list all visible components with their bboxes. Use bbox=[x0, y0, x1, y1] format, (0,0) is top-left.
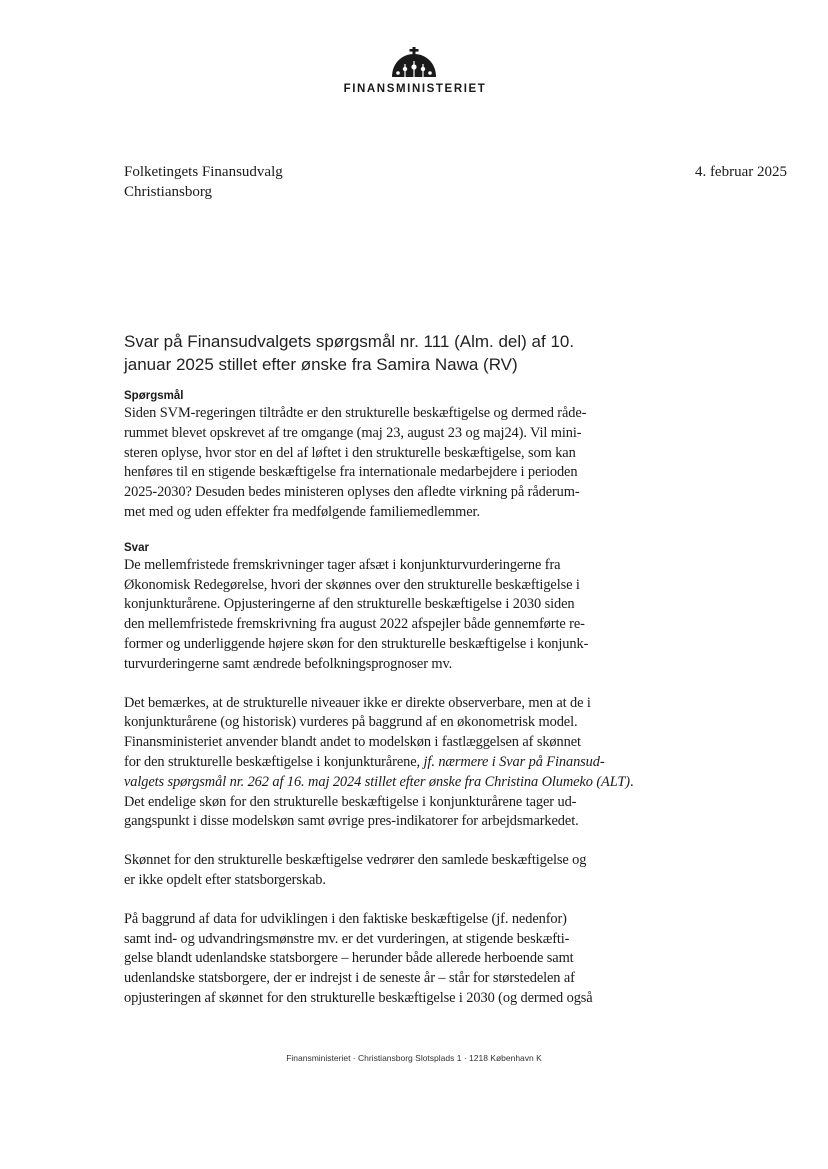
text-line: gelse blandt udenlandske statsborgere – herunder både allerede herboende samt bbox=[124, 950, 574, 967]
answer-paragraph-3 bbox=[124, 851, 644, 891]
answer-paragraph-4 bbox=[124, 910, 644, 1009]
text-span: . bbox=[629, 773, 634, 790]
text-line: gangspunkt i disse modelskøn samt øvrige pres-indikatorer for arbejdsmarkedet. bbox=[124, 813, 579, 830]
document-body bbox=[124, 389, 644, 1009]
brand-name: FINANSMINISTERIET bbox=[343, 83, 487, 95]
title-line: januar 2025 stillet efter ønske fra Samira Nawa (RV) bbox=[124, 355, 518, 374]
question-paragraph bbox=[124, 404, 644, 523]
text-line: De mellemfristede fremskrivninger tager afsæt i konjunkturvurderingerne fra bbox=[124, 556, 561, 573]
reference-text: valgets spørgsmål nr. 262 af 16. maj 2024 stillet efter ønske fra Christina Olumeko (ALT) bbox=[124, 773, 630, 790]
recipient-block bbox=[124, 162, 283, 202]
text-line: På baggrund af data for udviklingen i den faktiske beskæftigelse (jf. nedenfor) bbox=[124, 910, 567, 927]
text-line: er ikke opdelt efter statsborgerskab. bbox=[124, 871, 326, 888]
text-line: Siden SVM-regeringen tiltrådte er den strukturelle beskæftigelse og dermed råde- bbox=[124, 405, 587, 421]
text-line: steren oplyse, hvor stor en del af løftet i den strukturelle beskæftigelse, som kan bbox=[124, 444, 576, 461]
text-line: udenlandske statsborgere, der er indrejst i de seneste år – står for størstedelen af bbox=[124, 970, 575, 987]
answer-paragraph-1 bbox=[124, 556, 644, 675]
text-line: rummet blevet opskrevet af tre omgange (maj 23, august 23 og maj24). Vil mini- bbox=[124, 424, 582, 441]
text-line: samt ind- og udvandringsmønstre mv. er det vurderingen, at stigende beskæfti- bbox=[124, 930, 570, 947]
text-span: for den strukturelle beskæftigelse i konjunkturårene, bbox=[124, 753, 424, 770]
crown-icon bbox=[388, 46, 440, 80]
text-line: den mellemfristede fremskrivning fra august 2022 afspejler både gennemførte re- bbox=[124, 616, 585, 633]
text-line bbox=[124, 773, 644, 793]
text-line: opjusteringen af skønnet for den strukturelle beskæftigelse i 2030 (og dermed også bbox=[124, 989, 593, 1006]
text-line: Det endelige skøn for den strukturelle beskæftigelse i konjunkturårene tager ud- bbox=[124, 793, 577, 810]
ministry-logo bbox=[0, 46, 828, 95]
text-line: turvurderingerne samt ændrede befolkningsprognoser mv. bbox=[124, 655, 453, 672]
answer-heading: Svar bbox=[124, 541, 149, 554]
page-footer: Finansministeriet · Christiansborg Slotsplads 1 · 1218 København K bbox=[286, 1053, 542, 1063]
text-line: henføres til en stigende beskæftigelse fra internationale medarbejdere i perioden bbox=[124, 464, 578, 481]
title-line: Svar på Finansudvalgets spørgsmål nr. 111 (Alm. del) af 10. bbox=[124, 332, 575, 351]
text-line: 2025-2030? Desuden bedes ministeren oplyses den afledte virkning på råderum- bbox=[124, 484, 580, 501]
text-line: Skønnet for den strukturelle beskæftigelse vedrører den samlede beskæftigelse og bbox=[124, 852, 587, 869]
text-line: Økonomisk Redegørelse, hvori der skønnes over den strukturelle beskæftigelse i bbox=[124, 576, 580, 593]
recipient-line: Christiansborg bbox=[124, 184, 213, 200]
reference-text: jf. nærmere i Svar på Finansud- bbox=[423, 753, 605, 770]
text-line: Finansministeriet anvender blandt andet to modelskøn i fastlæggelsen af skønnet bbox=[124, 734, 581, 751]
text-line: konjunkturårene. Opjusteringerne af den strukturelle beskæftigelse i 2030 siden bbox=[124, 596, 575, 613]
text-line: met med og uden effekter fra medfølgende familiemedlemmer. bbox=[124, 503, 480, 520]
question-heading: Spørgsmål bbox=[124, 390, 184, 402]
document-title bbox=[124, 330, 624, 376]
letter-date: 4. februar 2025 bbox=[694, 164, 787, 180]
text-line: former og underliggende højere skøn for den strukturelle beskæftigelse i konjunk- bbox=[124, 635, 589, 652]
text-line bbox=[124, 753, 644, 773]
answer-paragraph-2 bbox=[124, 694, 644, 833]
text-line: konjunkturårene (og historisk) vurderes på baggrund af en økonometrisk model. bbox=[124, 714, 578, 731]
recipient-line: Folketingets Finansudvalg bbox=[124, 164, 283, 180]
text-line: Det bemærkes, at de strukturelle niveauer ikke er direkte observerbare, men at de i bbox=[124, 694, 591, 711]
